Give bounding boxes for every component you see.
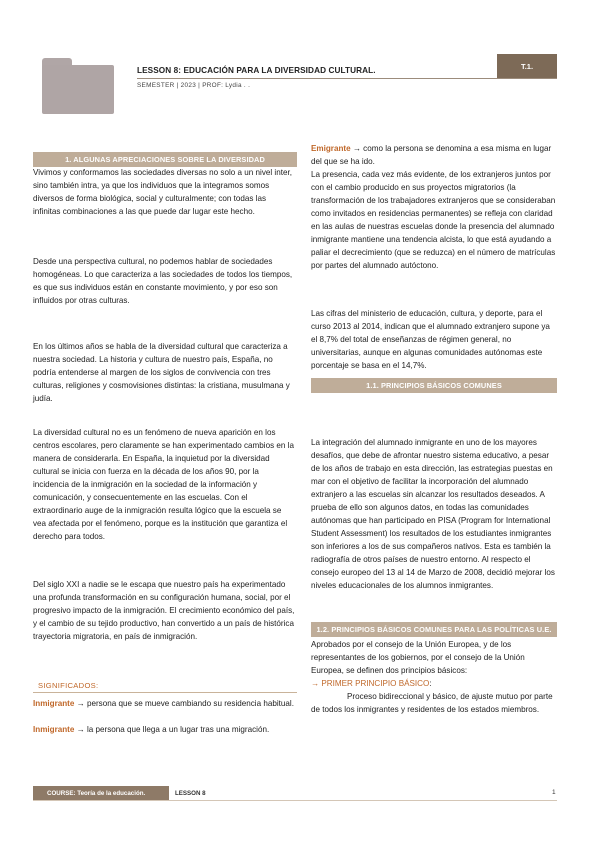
section-1-heading: 1. ALGUNAS APRECIACIONES SOBRE LA DIVERSIDAD <box>33 152 297 167</box>
section-1-2-heading: 1.2. PRINCIPIOS BÁSICOS COMUNES PARA LAS POLÍTICAS U.E. <box>311 622 557 637</box>
footer-divider <box>33 800 557 801</box>
significados-heading: SIGNIFICADOS: <box>38 681 99 690</box>
header-divider <box>137 78 557 79</box>
topic-badge: T.1. <box>497 54 557 78</box>
footer-bar <box>33 786 206 800</box>
significados-divider <box>33 692 297 693</box>
definition-inmigrante-1 <box>33 697 295 710</box>
definition-emigrante <box>311 142 557 168</box>
folder-icon <box>42 58 114 114</box>
section-1-1-heading: 1.1. PRINCIPIOS BÁSICOS COMUNES <box>311 378 557 393</box>
paragraph-2: Desde una perspectiva cultural, no podemos hablar de sociedades homogéneas. Lo que caracteriza a las sociedades de todos los tiempos, es que sus individuos están en constante movimiento, y por eso son influidos por otras culturas. <box>33 257 293 305</box>
page-number: 1 <box>552 789 556 796</box>
term-emigrante: Emigrante <box>311 144 351 153</box>
paragraph-5: Del siglo XXI a nadie se le escapa que nuestro país ha experimentado una profunda transformación en su configuración humana, social, por el progresivo impacto de la inmigración. El crecimiento económico del país, y el cambio de su tejido productivo, han convertido a un país de histórica trayectoria migratoria, en país de inmigración. <box>33 580 295 641</box>
principle-1-heading <box>311 677 557 690</box>
definition-text-3: → como la persona se denomina a esa misma en lugar del que se ha ido. <box>311 144 552 166</box>
footer-lesson: LESSON 8 <box>175 789 206 797</box>
principle-1-colon: : <box>429 679 432 688</box>
paragraph-1: Vivimos y conformamos las sociedades diversas no solo a un nivel inter, sino también intra, ya que los individuos que la integramos somos diversos de forma biológica, social y culturalmente; con todas las infinitas combinaciones a las que puede dar lugar este hecho. <box>33 168 292 216</box>
definition-inmigrante-2 <box>33 723 295 736</box>
paragraph-9: Aprobados por el consejo de la Unión Europea, y de los representantes de los gobiernos, por el consejo de la Unión Europea, se definen dos principios básicos: <box>311 640 525 675</box>
lesson-title: LESSON 8: EDUCACIÓN PARA LA DIVERSIDAD CULTURAL. <box>137 66 376 75</box>
definition-text-1: → persona que se mueve cambiando su residencia habitual. <box>74 699 294 708</box>
paragraph-4: La diversidad cultural no es un fenómeno de nueva aparición en los centros escolares, pero claramente se han experimentado cambios en la manera de considerarla. En España, la inquietud por la diversidad cultural se inicia con fuerza en la década de los años 90, por la incidencia de la inmigración en la sociedad de la información y comunicación, y consecuentemente en las escuelas. Con el extraordinario auge de la inmigración resulta lógico que la escuela se vea afectada por el fenómeno, porque es la institución que garantiza el derecho para todos. <box>33 428 294 541</box>
term-inmigrante-1: Inmigrante <box>33 699 75 708</box>
semester-meta: SEMESTER | 2023 | PROF: Lydia . . <box>137 82 251 89</box>
definition-text-2: → la persona que llega a un lugar tras una migración. <box>74 725 270 734</box>
paragraph-6: La presencia, cada vez más evidente, de los extranjeros juntos por con el cambio producido en sus proyectos migratorios (la transformación de los trabajadores extranjeros que se consideraban como invitados en residencias permanentes) se refleja con claridad en las aulas de nuestras escuelas donde la presencia del alumnado inmigrante mantiene una tendencia alcista, lo que está ayudando a paliar el decrecimiento (que se reduzca) en el número de matrículas por partes del alumnado autóctono. <box>311 170 556 270</box>
principle-1-label: → PRIMER PRINCIPIO BÁSICO <box>311 679 430 688</box>
paragraph-3: En los últimos años se habla de la diversidad cultural que caracteriza a nuestra sociedad. La historia y cultura de nuestro país, España, no podría entenderse al margen de los siglos de convivencia con tres culturas, religiones y cosmovisiones distintas: la cristiana, musulmana y judía. <box>33 342 290 403</box>
paragraph-7: Las cifras del ministerio de educación, cultura, y deporte, para el curso 2013 al 2014, indican que el alumnado extranjero supone ya el 8,7% del total de enseñanzas de régimen general, no universitarias, aunque en algunas comunidades autónomas este porcentaje se basa en el 14,7%. <box>311 309 550 370</box>
term-inmigrante-2: Inmigrante <box>33 725 75 734</box>
footer-course: COURSE: Teoría de la educación. <box>33 786 169 800</box>
paragraph-10: Proceso bidireccional y básico, de ajuste mutuo por parte de todos los inmigrantes y residentes de los estados miembros. <box>311 692 553 714</box>
paragraph-8: La integración del alumnado inmigrante en uno de los mayores desafíos, que debe de afrontar nuestro sistema educativo, a pesar de los años de trabajo en esta dirección, las estrategias puestas en mar con el objetivo de facilitar la incorporación del alumnado extranjero a las escuelas sin alcanzar los resultados deseados. A prueba de ello son algunos datos, en todas las comunidades autónomas que han participado en PISA (Program for International Student Assessment) los resultados de los estudiantes inmigrantes son inferiores a los de sus compañeros nativos. Esta es también la radiografía de otros países de nuestro entorno. Al respecto el consejo europeo del 13 al 14 de Marzo de 2008, decidió mejorar los niveles educacionales de los alumnos inmigrantes. <box>311 438 555 590</box>
